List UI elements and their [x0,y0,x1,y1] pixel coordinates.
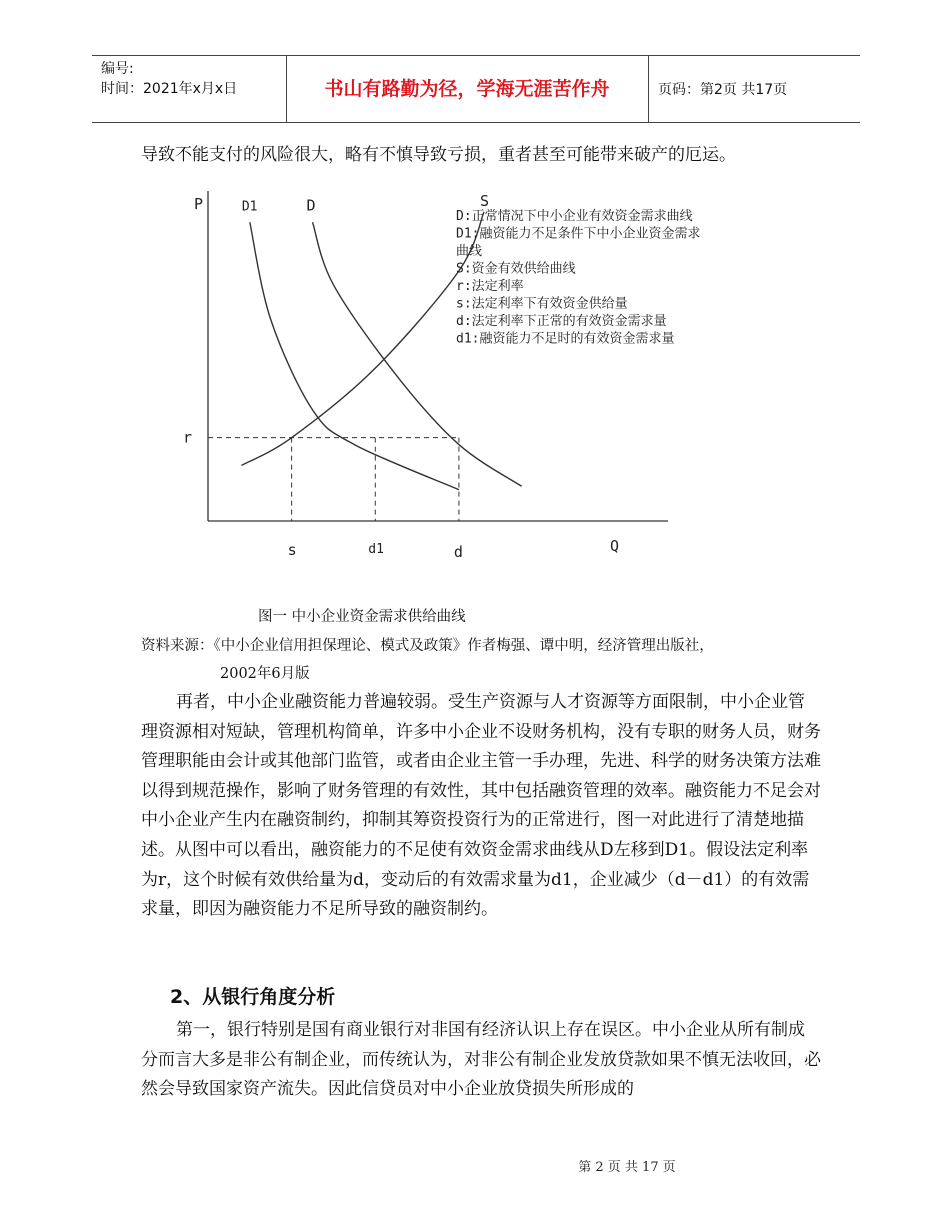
header-top-rule [92,55,860,56]
intro-paragraph: 导致不能支付的风险很大，略有不慎导致亏损，重者甚至可能带来破产的厄运。 [141,145,736,165]
header-page-label: 页码：第2页 共17页 [658,82,788,98]
section-heading: 2、从银行角度分析 [170,986,336,1008]
curve-label-D1: D1 [241,199,258,215]
mark-d: d [453,543,463,561]
header-time-label: 时间：2021年x月x日 [101,81,238,97]
header-motto: 书山有路勤为径，学海无涯苦作舟 [324,78,610,100]
curve-label-S: S [480,191,490,210]
curve-D1 [250,222,459,489]
x-axis-label: Q [610,537,620,555]
page-footer: 第 2 页 共 17 页 [578,1160,676,1175]
header-bottom-rule [92,122,860,123]
legend-entry: 曲线 [456,244,483,259]
legend-entry: D:正常情况下中小企业有效资金需求曲线 [456,209,693,224]
header-number-label: 编号: [101,61,134,77]
legend-entry: d:法定利率下正常的有效资金需求量 [456,314,667,329]
legend-entry: d1:融资能力不足时的有效资金需求量 [456,331,675,347]
legend-entry: D1:融资能力不足条件下中小企业资金需求 [456,226,701,242]
figure-source-date: 2002年6月版 [220,666,310,682]
curve-label-D: D [306,196,316,215]
mark-s: s [287,541,297,559]
figure-caption: 图一 中小企业资金需求供给曲线 [258,609,466,625]
legend-entry: S:资金有效供给曲线 [456,261,576,277]
y-axis-label: P [194,195,204,213]
body-paragraph-2: 第一，银行特别是国有商业银行对非国有经济认识上存在误区。中小企业从所有制成分而言大多是非公有制企业，而传统认为，对非公有制企业发放贷款如果不慎无法收回，必然会导致国家资产流失。因此信贷员对中小企业放贷损失所形成的 [141,1020,821,1100]
legend-entry: r:法定利率 [456,279,524,294]
figure-source: 资料来源：《中小企业信用担保理论、模式及政策》作者梅强、谭中明，经济管理出版社， [141,638,714,654]
body-paragraph-1: 再者，中小企业融资能力普遍较弱。受生产资源与人才资源等方面限制，中小企业管理资源相对短缺，管理机构简单，许多中小企业不设财务机构，没有专职的财务人员，财务管理职能由会计或其他部门监管，或者由企业主管一手办理，先进、科学的财务决策方法难以得到规范操作，影响了财务管理的有效性，其中包括融资管理的效率。融资能力不足会对中小企业产生内在融资制约，抑制其筹资投资行为的正常进行，图一对此进行了清楚地描述。从图中可以看出，融资能力的不足使有效资金需求曲线从D左移到D1。假设法定利率为r，这个时候有效供给量为d，变动后的有效需求量为d1，企业减少（d－d1）的有效需求量，即因为融资能力不足所导致的融资制约。 [141,692,821,920]
supply-demand-chart [0,180,950,600]
header-divider-right [648,56,649,122]
legend-entry: s:法定利率下有效资金供给量 [456,296,628,312]
mark-d1: d1 [368,542,384,557]
header-divider-left [286,56,287,122]
mark-r: r [183,428,193,447]
